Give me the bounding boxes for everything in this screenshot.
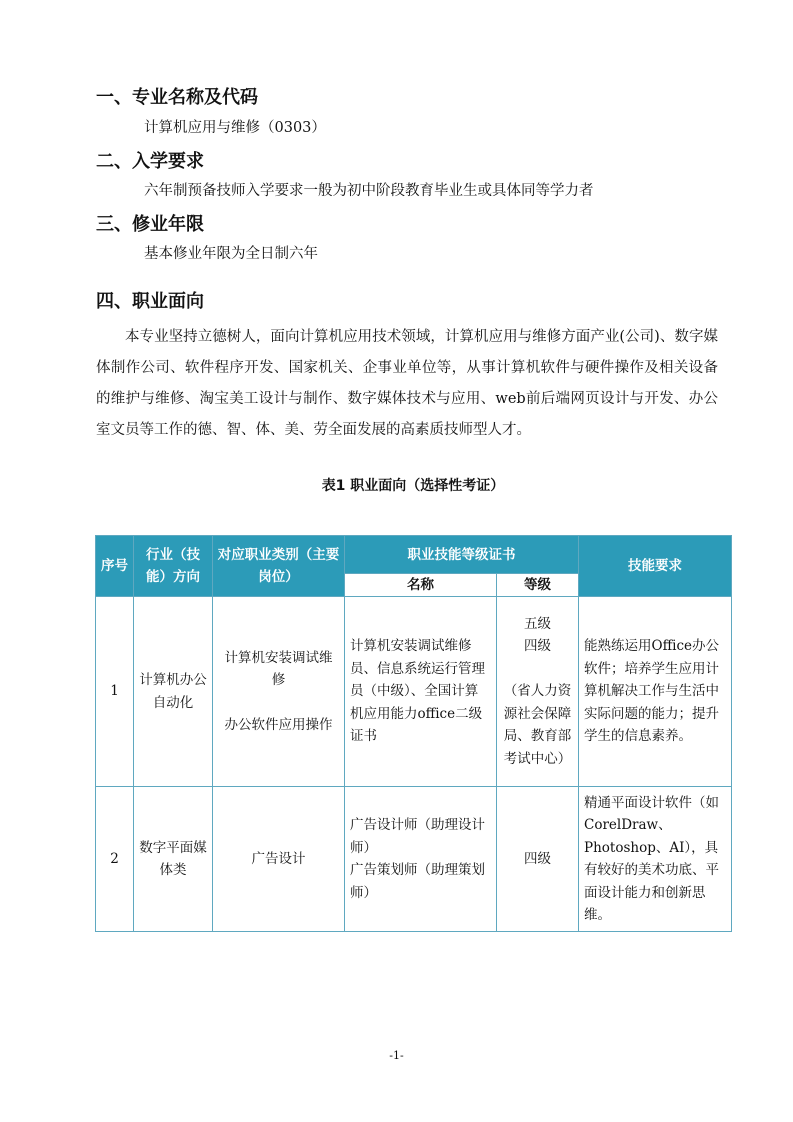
row-skills: 精通平面设计软件（如CorelDraw、Photoshop、AI），具有较好的美术功底、平面设计能力和创新思维。 [579,787,732,932]
section-2-text: 六年制预备技师入学要求一般为初中阶段教育毕业生或具体同等学力者 [144,183,594,199]
header-cert-name: 名称 [345,574,497,597]
row-category: 广告设计 [213,787,345,932]
occupation-table [95,535,732,932]
header-cert: 职业技能等级证书 [345,536,579,574]
row-industry: 计算机办公自动化 [134,597,213,787]
row-cert-level: 五级 四级 （省人力资源社会保障局、教育部考试中心） [497,597,579,787]
row-cert-name: 广告设计师（助理设计师） 广告策划师（助理策划师） [345,787,497,932]
table-caption: 表1 职业面向（选择性考证） [321,478,505,494]
row-cert-level: 四级 [497,787,579,932]
section-1-text: 计算机应用与维修（0303） [144,120,326,136]
row-category: 计算机安装调试维修 办公软件应用操作 [213,597,345,787]
row-no: 1 [96,597,134,787]
table-row [96,787,732,932]
header-cert-level: 等级 [497,574,579,597]
section-4-heading: 四、职业面向 [96,291,204,312]
section-1-heading: 一、专业名称及代码 [96,87,258,108]
section-2-heading: 二、入学要求 [96,151,204,172]
page-number: -1- [389,1049,404,1062]
header-no: 序号 [96,536,134,597]
header-industry: 行业（技能）方向 [134,536,213,597]
section-3-text: 基本修业年限为全日制六年 [144,246,318,262]
row-industry: 数字平面媒体类 [134,787,213,932]
row-no: 2 [96,787,134,932]
header-category: 对应职业类别（主要岗位） [213,536,345,597]
row-skills: 能熟练运用Office办公软件；培养学生应用计算机解决工作与生活中实际问题的能力；提升学生的信息素养。 [579,597,732,787]
section-3-heading: 三、修业年限 [96,214,204,235]
section-4-paragraph: 本专业坚持立德树人，面向计算机应用技术领域，计算机应用与维修方面产业(公司)、数字媒体制作公司、软件程序开发、国家机关、企事业单位等，从事计算机软件与硬件操作及相关设备的维护与维修、淘宝美工设计与制作、数字媒体技术与应用、web前后端网页设计与开发、办公室文员等工作的德、智、体、美、劳全面发展的高素质技师型人才。 [96,329,718,438]
row-cert-name: 计算机安装调试维修员、信息系统运行管理员（中级）、全国计算机应用能力office二级证书 [345,597,497,787]
table-row [96,597,732,787]
header-skills: 技能要求 [579,536,732,597]
